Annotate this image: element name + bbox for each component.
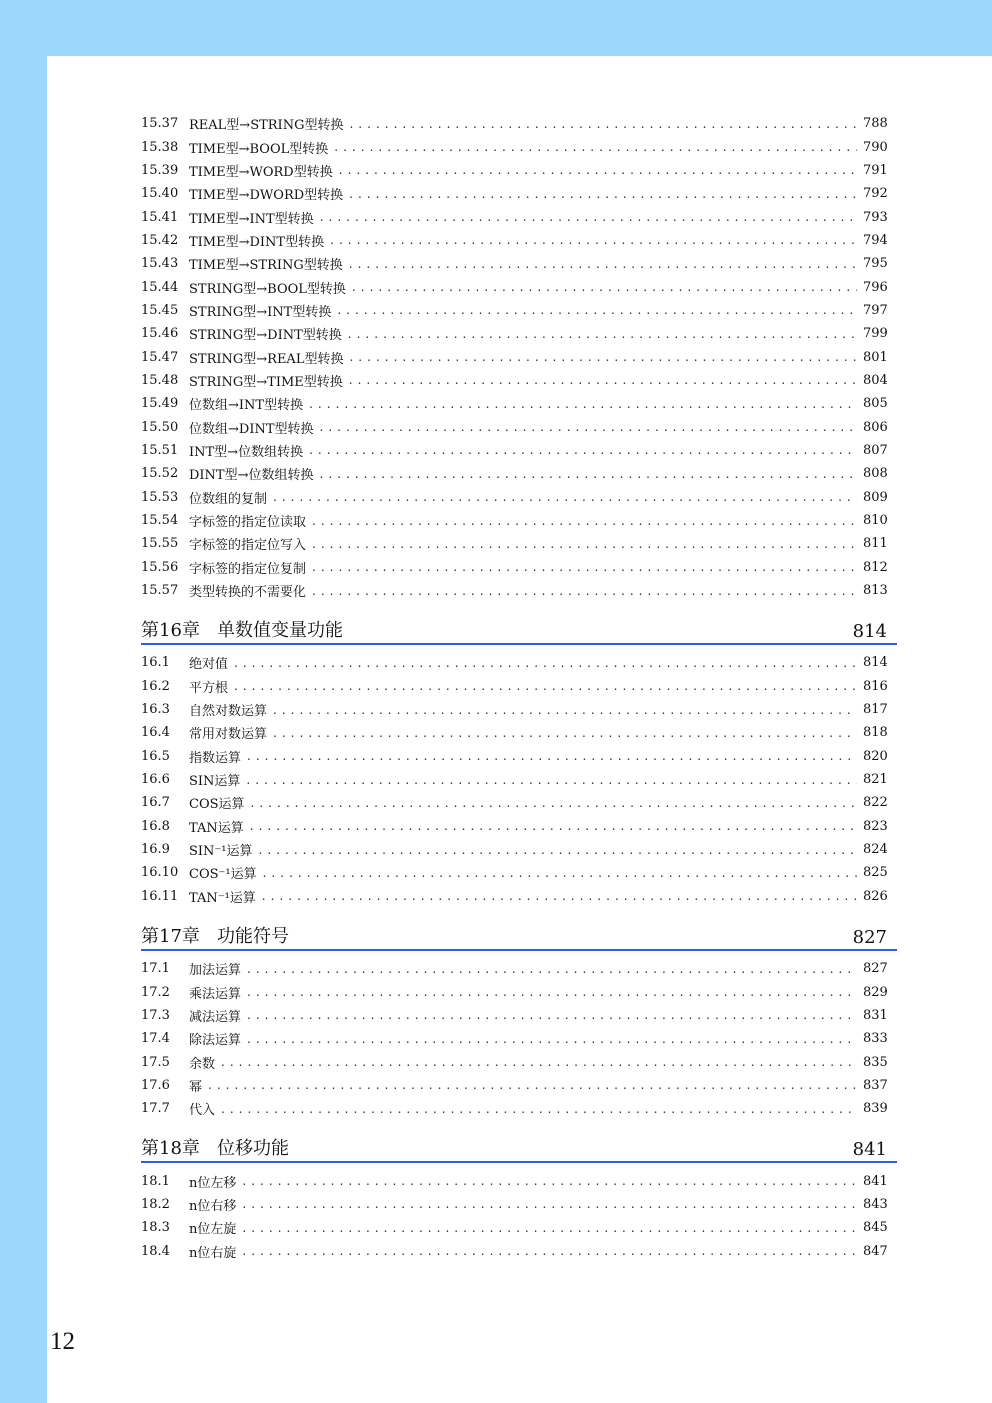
dot-leader [247,1032,857,1046]
toc-entry[interactable] [141,1239,897,1262]
chapter-title: 单数值变量功能 [217,620,343,642]
entry-number: 16.10 [141,865,179,881]
entry-page: 809 [863,489,888,505]
chapter-heading-left [141,1134,289,1160]
entry-number: 16.2 [141,678,170,694]
entry-page: 793 [863,209,888,225]
toc-entry[interactable] [141,415,897,438]
toc-entry[interactable] [141,1074,897,1097]
toc-entry[interactable] [141,556,897,579]
entry-title: TIME型→DINT型转换 [189,234,325,250]
table-of-contents [141,112,897,1263]
dot-leader [330,233,857,247]
entry-page: 827 [863,961,888,977]
entry-page: 824 [863,842,888,858]
entry-number: 15.49 [141,396,179,412]
toc-entry[interactable] [141,509,897,532]
dot-leader [348,327,857,341]
entry-title: STRING型→INT型转换 [189,304,332,320]
toc-section [141,112,897,602]
dot-leader [273,490,857,504]
dot-leader [352,280,857,294]
toc-entry[interactable] [141,182,897,205]
toc-entry[interactable] [141,721,897,744]
dot-leader [349,257,857,271]
dot-leader [234,679,857,693]
entry-title: 位数组的复制 [189,491,268,507]
entry-title: 平方根 [189,680,229,696]
dot-leader [247,985,857,999]
dot-leader [312,537,857,551]
entry-title: REAL型→STRING型转换 [189,118,344,134]
dot-leader [263,866,857,880]
entry-number: 15.44 [141,279,179,295]
entry-number: 15.50 [141,419,179,435]
toc-entry[interactable] [141,275,897,298]
entry-number: 17.5 [141,1054,170,1070]
entry-number: 16.9 [141,842,170,858]
entry-title: 位数组→INT型转换 [189,398,304,414]
dot-leader [246,773,857,787]
toc-entry[interactable] [141,838,897,861]
entry-page: 847 [863,1243,888,1259]
toc-entry[interactable] [141,885,897,908]
toc-entry[interactable] [141,299,897,322]
entry-number: 15.55 [141,536,179,552]
entry-number: 17.1 [141,961,170,977]
dot-leader [242,1244,857,1258]
entry-title: TIME型→BOOL型转换 [189,141,329,157]
toc-entry[interactable] [141,229,897,252]
entry-number: 16.11 [141,888,179,904]
toc-entry[interactable] [141,1027,897,1050]
dot-leader [339,163,857,177]
dot-leader [259,843,858,857]
chapter-title: 位移功能 [217,1138,289,1160]
toc-entry[interactable] [141,462,897,485]
left-color-band [0,0,47,1403]
dot-leader [234,656,857,670]
toc-entry[interactable] [141,651,897,674]
entry-page: 810 [863,513,888,529]
entry-title: STRING型→DINT型转换 [189,328,342,344]
dot-leader [312,584,857,598]
chapter-page: 814 [852,621,887,643]
toc-entry[interactable] [141,815,897,838]
entry-page: 812 [863,559,888,575]
entry-title: TIME型→INT型转换 [189,211,314,227]
entry-number: 16.7 [141,795,170,811]
entry-page: 835 [863,1054,888,1070]
entry-title: n位右移 [189,1198,237,1214]
chapter-heading[interactable] [141,924,897,951]
toc-entry[interactable] [141,369,897,392]
toc-entry[interactable] [141,135,897,158]
entry-page: 792 [863,186,888,202]
dot-leader [337,303,857,317]
entry-title: TIME型→DWORD型转换 [189,188,344,204]
entry-page: 808 [863,466,888,482]
toc-section [141,1169,897,1262]
entry-title: COS⁻¹运算 [189,867,257,883]
entry-number: 15.52 [141,466,179,482]
entry-title: 自然对数运算 [189,704,268,720]
entry-title: 字标签的指定位复制 [189,561,307,577]
entry-number: 15.40 [141,186,179,202]
toc-entry[interactable] [141,1050,897,1073]
dot-leader [250,819,857,833]
entry-title: TIME型→STRING型转换 [189,258,343,274]
dot-leader [334,140,857,154]
dot-leader [221,1102,857,1116]
chapter-heading[interactable] [141,618,897,645]
dot-leader [242,1174,857,1188]
entry-page: 820 [863,748,888,764]
entry-page: 837 [863,1077,888,1093]
chapter-heading-left [141,616,343,642]
toc-entry[interactable] [141,1097,897,1120]
top-color-band [0,0,992,56]
entry-title: TIME型→WORD型转换 [189,164,333,180]
dot-leader [320,420,858,434]
entry-number: 16.6 [141,772,170,788]
entry-page: 833 [863,1031,888,1047]
toc-entry[interactable] [141,698,897,721]
entry-page: 822 [863,795,888,811]
entry-page: 807 [863,442,888,458]
entry-page: 806 [863,419,888,435]
toc-entry[interactable] [141,1169,897,1192]
entry-title: n位左旋 [189,1222,237,1238]
entry-page: 845 [863,1220,888,1236]
entry-title: DINT型→位数组转换 [189,468,314,484]
entry-title: TAN运算 [189,820,244,836]
toc-entry[interactable] [141,252,897,275]
toc-entry[interactable] [141,1004,897,1027]
entry-page: 816 [863,678,888,694]
entry-number: 16.3 [141,702,170,718]
entry-page: 794 [863,232,888,248]
toc-entry[interactable] [141,957,897,980]
entry-number: 17.4 [141,1031,170,1047]
entry-page: 796 [863,279,888,295]
entry-page: 804 [863,372,888,388]
entry-number: 16.4 [141,725,170,741]
entry-number: 15.45 [141,302,179,318]
dot-leader [273,726,857,740]
entry-number: 15.41 [141,209,179,225]
entry-page: 826 [863,888,888,904]
entry-number: 15.51 [141,442,179,458]
dot-leader [273,703,857,717]
entry-number: 18.2 [141,1196,170,1212]
dot-leader [247,749,857,763]
dot-leader [262,889,857,903]
entry-page: 841 [863,1173,888,1189]
entry-number: 15.47 [141,349,179,365]
dot-leader [208,1078,857,1092]
dot-leader [349,187,857,201]
entry-number: 15.46 [141,326,179,342]
entry-page: 823 [863,818,888,834]
entry-title: 位数组→DINT型转换 [189,421,314,437]
entry-number: 17.6 [141,1077,170,1093]
entry-title: 代入 [189,1103,216,1119]
entry-title: COS运算 [189,797,245,813]
dot-leader [309,397,857,411]
toc-entry[interactable] [141,768,897,791]
entry-title: TAN⁻¹运算 [189,890,256,906]
entry-title: 类型转换的不需要化 [189,585,307,601]
toc-entry[interactable] [141,1216,897,1239]
entry-page: 801 [863,349,888,365]
chapter-page: 827 [852,927,887,948]
toc-entry[interactable] [141,205,897,228]
entry-number: 18.1 [141,1173,170,1189]
toc-entry[interactable] [141,675,897,698]
toc-entry[interactable] [141,322,897,345]
entry-title: 余数 [189,1056,216,1072]
entry-number: 15.57 [141,583,179,599]
toc-entry[interactable] [141,486,897,509]
entry-number: 16.1 [141,655,170,671]
toc-section [141,957,897,1120]
entry-page: 805 [863,396,888,412]
entry-title: 减法运算 [189,1009,242,1025]
dot-leader [312,560,857,574]
entry-page: 790 [863,139,888,155]
entry-page: 799 [863,326,888,342]
entry-number: 15.43 [141,256,179,272]
entry-title: 加法运算 [189,963,242,979]
entry-title: 指数运算 [189,750,242,766]
entry-title: 字标签的指定位读取 [189,515,307,531]
entry-page: 839 [863,1101,888,1117]
entry-title: STRING型→BOOL型转换 [189,281,346,297]
dot-leader [349,117,857,131]
toc-entry[interactable] [141,345,897,368]
chapter-title: 功能符号 [217,926,289,947]
entry-number: 15.38 [141,139,179,155]
entry-number: 15.54 [141,513,179,529]
entry-title: n位左移 [189,1175,237,1191]
entry-number: 17.2 [141,984,170,1000]
toc-entry[interactable] [141,745,897,768]
entry-title: 除法运算 [189,1033,242,1049]
entry-number: 16.8 [141,818,170,834]
entry-number: 15.39 [141,162,179,178]
entry-page: 797 [863,302,888,318]
dot-leader [320,210,857,224]
dot-leader [242,1197,857,1211]
dot-leader [312,514,857,528]
dot-leader [247,962,857,976]
entry-page: 843 [863,1196,888,1212]
entry-title: SIN运算 [189,774,241,790]
entry-title: 幂 [189,1079,203,1095]
entry-page: 813 [863,583,888,599]
toc-entry[interactable] [141,532,897,555]
toc-entry[interactable] [141,439,897,462]
dot-leader [221,1055,857,1069]
entry-page: 817 [863,702,888,718]
dot-leader [320,467,858,481]
entry-page: 821 [863,772,888,788]
entry-number: 18.4 [141,1243,170,1259]
chapter-page: 841 [852,1139,887,1161]
chapter-heading-left [141,922,289,948]
entry-title: STRING型→REAL型转换 [189,351,344,367]
entry-page: 829 [863,984,888,1000]
entry-number: 16.5 [141,748,170,764]
toc-entry[interactable] [141,579,897,602]
toc-entry[interactable] [141,861,897,884]
toc-entry[interactable] [141,159,897,182]
entry-title: 常用对数运算 [189,727,268,743]
entry-title: n位右旋 [189,1245,237,1261]
dot-leader [349,350,857,364]
entry-page: 791 [863,162,888,178]
entry-number: 18.3 [141,1220,170,1236]
entry-number: 15.48 [141,372,179,388]
entry-title: INT型→位数组转换 [189,444,304,460]
chapter-heading[interactable] [141,1136,897,1163]
toc-section [141,651,897,908]
toc-entry[interactable] [141,791,897,814]
dot-leader [247,1008,857,1022]
entry-page: 788 [863,116,888,132]
chapter-number: 第17章 [141,926,200,947]
entry-title: 绝对值 [189,657,229,673]
entry-page: 795 [863,256,888,272]
entry-page: 818 [863,725,888,741]
page-number: 12 [50,1328,75,1355]
chapter-number: 第16章 [141,620,200,642]
dot-leader [242,1221,857,1235]
entry-title: 字标签的指定位写入 [189,538,307,554]
entry-page: 825 [863,865,888,881]
entry-number: 15.53 [141,489,179,505]
entry-page: 814 [863,655,888,671]
dot-leader [251,796,857,810]
chapter-number: 第18章 [141,1138,200,1160]
toc-entry[interactable] [141,392,897,415]
toc-entry[interactable] [141,1193,897,1216]
entry-title: 乘法运算 [189,986,242,1002]
entry-number: 15.56 [141,559,179,575]
entry-number: 17.7 [141,1101,170,1117]
toc-entry[interactable] [141,112,897,135]
dot-leader [349,373,857,387]
toc-entry[interactable] [141,980,897,1003]
entry-number: 15.37 [141,116,179,132]
entry-number: 17.3 [141,1007,170,1023]
entry-page: 831 [863,1007,888,1023]
entry-number: 15.42 [141,232,179,248]
entry-title: STRING型→TIME型转换 [189,374,343,390]
entry-title: SIN⁻¹运算 [189,844,253,860]
dot-leader [309,443,857,457]
entry-page: 811 [863,536,888,552]
